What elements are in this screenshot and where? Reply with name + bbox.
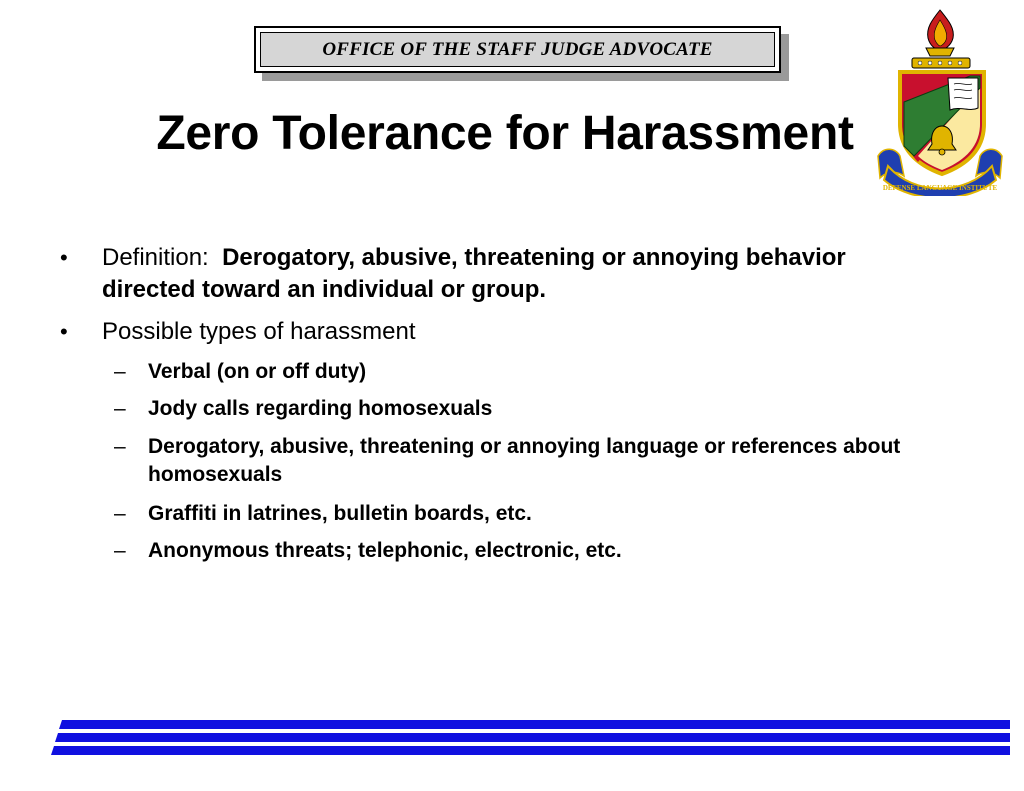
bullet-marker: •	[60, 319, 68, 344]
sub-bullet-text: Jody calls regarding homosexuals	[148, 397, 493, 420]
bullet-types-text: Possible types of harassment	[102, 318, 416, 345]
dash-marker: –	[114, 397, 126, 420]
header-box	[254, 26, 781, 73]
dash-marker: –	[114, 539, 126, 562]
crest-scroll-text: DEFENSE LANGUAGE INSTITUTE	[882, 184, 998, 192]
bullet-types	[60, 316, 922, 348]
sub-bullet	[114, 358, 928, 386]
sub-bullet-text: Derogatory, abusive, threatening or annoying language or references about homosexuals	[148, 435, 901, 486]
sub-bullet-text: Graffiti in latrines, bulletin boards, etc.	[148, 502, 532, 525]
crest-emblem	[874, 6, 1006, 196]
bullet-definition	[60, 242, 922, 306]
sub-bullet-text: Anonymous threats; telephonic, electronic, etc.	[148, 539, 622, 562]
header-text: OFFICE OF THE STAFF JUDGE ADVOCATE	[322, 38, 713, 60]
page-title: Zero Tolerance for Harassment	[156, 107, 854, 160]
sub-bullet	[114, 537, 928, 565]
shield-icon	[900, 72, 984, 174]
bullet-marker: •	[60, 245, 68, 270]
torch-flame-icon	[926, 10, 954, 56]
sub-bullet-text: Verbal (on or off duty)	[148, 360, 367, 383]
sub-bullet	[114, 500, 928, 528]
stripe-3	[51, 746, 1010, 755]
stripe-1	[59, 720, 1010, 729]
bullet-lead: Definition:	[102, 244, 209, 271]
stripe-2	[55, 733, 1010, 742]
sub-bullet	[114, 395, 928, 423]
sub-bullet	[114, 433, 928, 489]
dash-marker: –	[114, 360, 126, 383]
bullet-definition-text: Derogatory, abusive, threatening or annoying behavior directed toward an individual or group.	[102, 244, 846, 303]
dash-marker: –	[114, 435, 126, 458]
dash-marker: –	[114, 502, 126, 525]
header-inner	[260, 32, 775, 67]
